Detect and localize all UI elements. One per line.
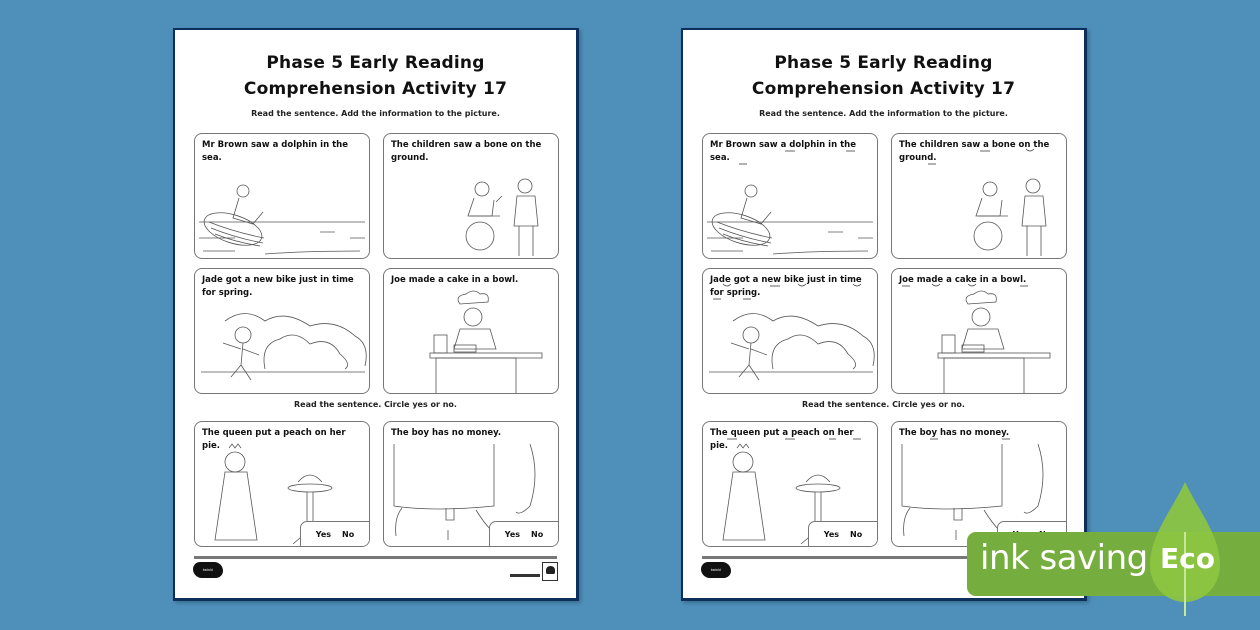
- boy-chef-illustration: [892, 269, 1067, 394]
- panel-sentence: Jade got a new bike just in time for spring.: [202, 275, 354, 298]
- footer-small-text: [510, 574, 540, 577]
- panel-sentence: The queen put a peach on her pie.: [710, 428, 854, 451]
- panel-queen: [702, 421, 878, 547]
- no-option[interactable]: No: [850, 529, 863, 539]
- yes-option[interactable]: Yes: [504, 529, 521, 539]
- panel-sentence: Jade got a new bike just in time for spring.: [710, 275, 862, 298]
- panel-dolphin: [702, 133, 878, 259]
- worksheet-page-preview-1: [173, 28, 579, 601]
- panel-sentence: Mr Brown saw a dolphin in the sea.: [710, 140, 856, 163]
- panel-sentence: The children saw a bone on the ground.: [899, 140, 1050, 163]
- no-option[interactable]: No: [342, 529, 355, 539]
- worksheet-page-preview-2: [681, 28, 1087, 601]
- worksheet-title: [683, 50, 1084, 102]
- instruction-add-information: Read the sentence. Add the information to the picture.: [251, 109, 500, 118]
- yes-option[interactable]: Yes: [823, 529, 840, 539]
- panel-bone: [383, 133, 559, 259]
- footer-badge-icon: [542, 562, 558, 581]
- twinkl-logo: twinkl: [701, 562, 731, 578]
- panel-sentence: The queen put a peach on her pie.: [202, 428, 346, 451]
- title-line-2: Comprehension Activity 17: [751, 79, 1016, 99]
- ink-saving-text: ink saving: [980, 538, 1148, 578]
- panel-bike: [194, 268, 370, 394]
- panel-money: [383, 421, 559, 547]
- panel-sentence: The boy has no money.: [899, 428, 1010, 438]
- footer-divider: [194, 556, 557, 559]
- no-option[interactable]: No: [531, 529, 544, 539]
- panel-bike: [702, 268, 878, 394]
- yes-no-box: [489, 521, 559, 547]
- yes-no-box: [300, 521, 370, 547]
- panel-sentence: Joe made a cake in a bowl.: [391, 275, 519, 285]
- panel-cake: [383, 268, 559, 394]
- twinkl-logo: twinkl: [193, 562, 223, 578]
- boy-chef-illustration: [384, 269, 559, 394]
- instruction-circle-yes-no: Read the sentence. Circle yes or no.: [802, 400, 965, 409]
- instruction-circle-yes-no: Read the sentence. Circle yes or no.: [294, 400, 457, 409]
- panel-dolphin: [194, 133, 370, 259]
- worksheet-title: [175, 50, 576, 102]
- panel-bone: [891, 133, 1067, 259]
- panel-sentence: Mr Brown saw a dolphin in the sea.: [202, 140, 348, 163]
- panel-sentence: The children saw a bone on the ground.: [391, 140, 542, 163]
- title-line-1: Phase 5 Early Reading: [774, 53, 993, 73]
- panel-queen: [194, 421, 370, 547]
- panel-cake: [891, 268, 1067, 394]
- panel-sentence: Joe made a cake in a bowl.: [899, 275, 1027, 285]
- eco-label: Eco: [1160, 542, 1215, 575]
- instruction-add-information: Read the sentence. Add the information to the picture.: [759, 109, 1008, 118]
- yes-option[interactable]: Yes: [315, 529, 332, 539]
- title-line-1: Phase 5 Early Reading: [266, 53, 485, 73]
- panel-sentence: The boy has no money.: [391, 428, 502, 438]
- yes-no-box: [808, 521, 878, 547]
- title-line-2: Comprehension Activity 17: [243, 79, 508, 99]
- panel-money: [891, 421, 1067, 547]
